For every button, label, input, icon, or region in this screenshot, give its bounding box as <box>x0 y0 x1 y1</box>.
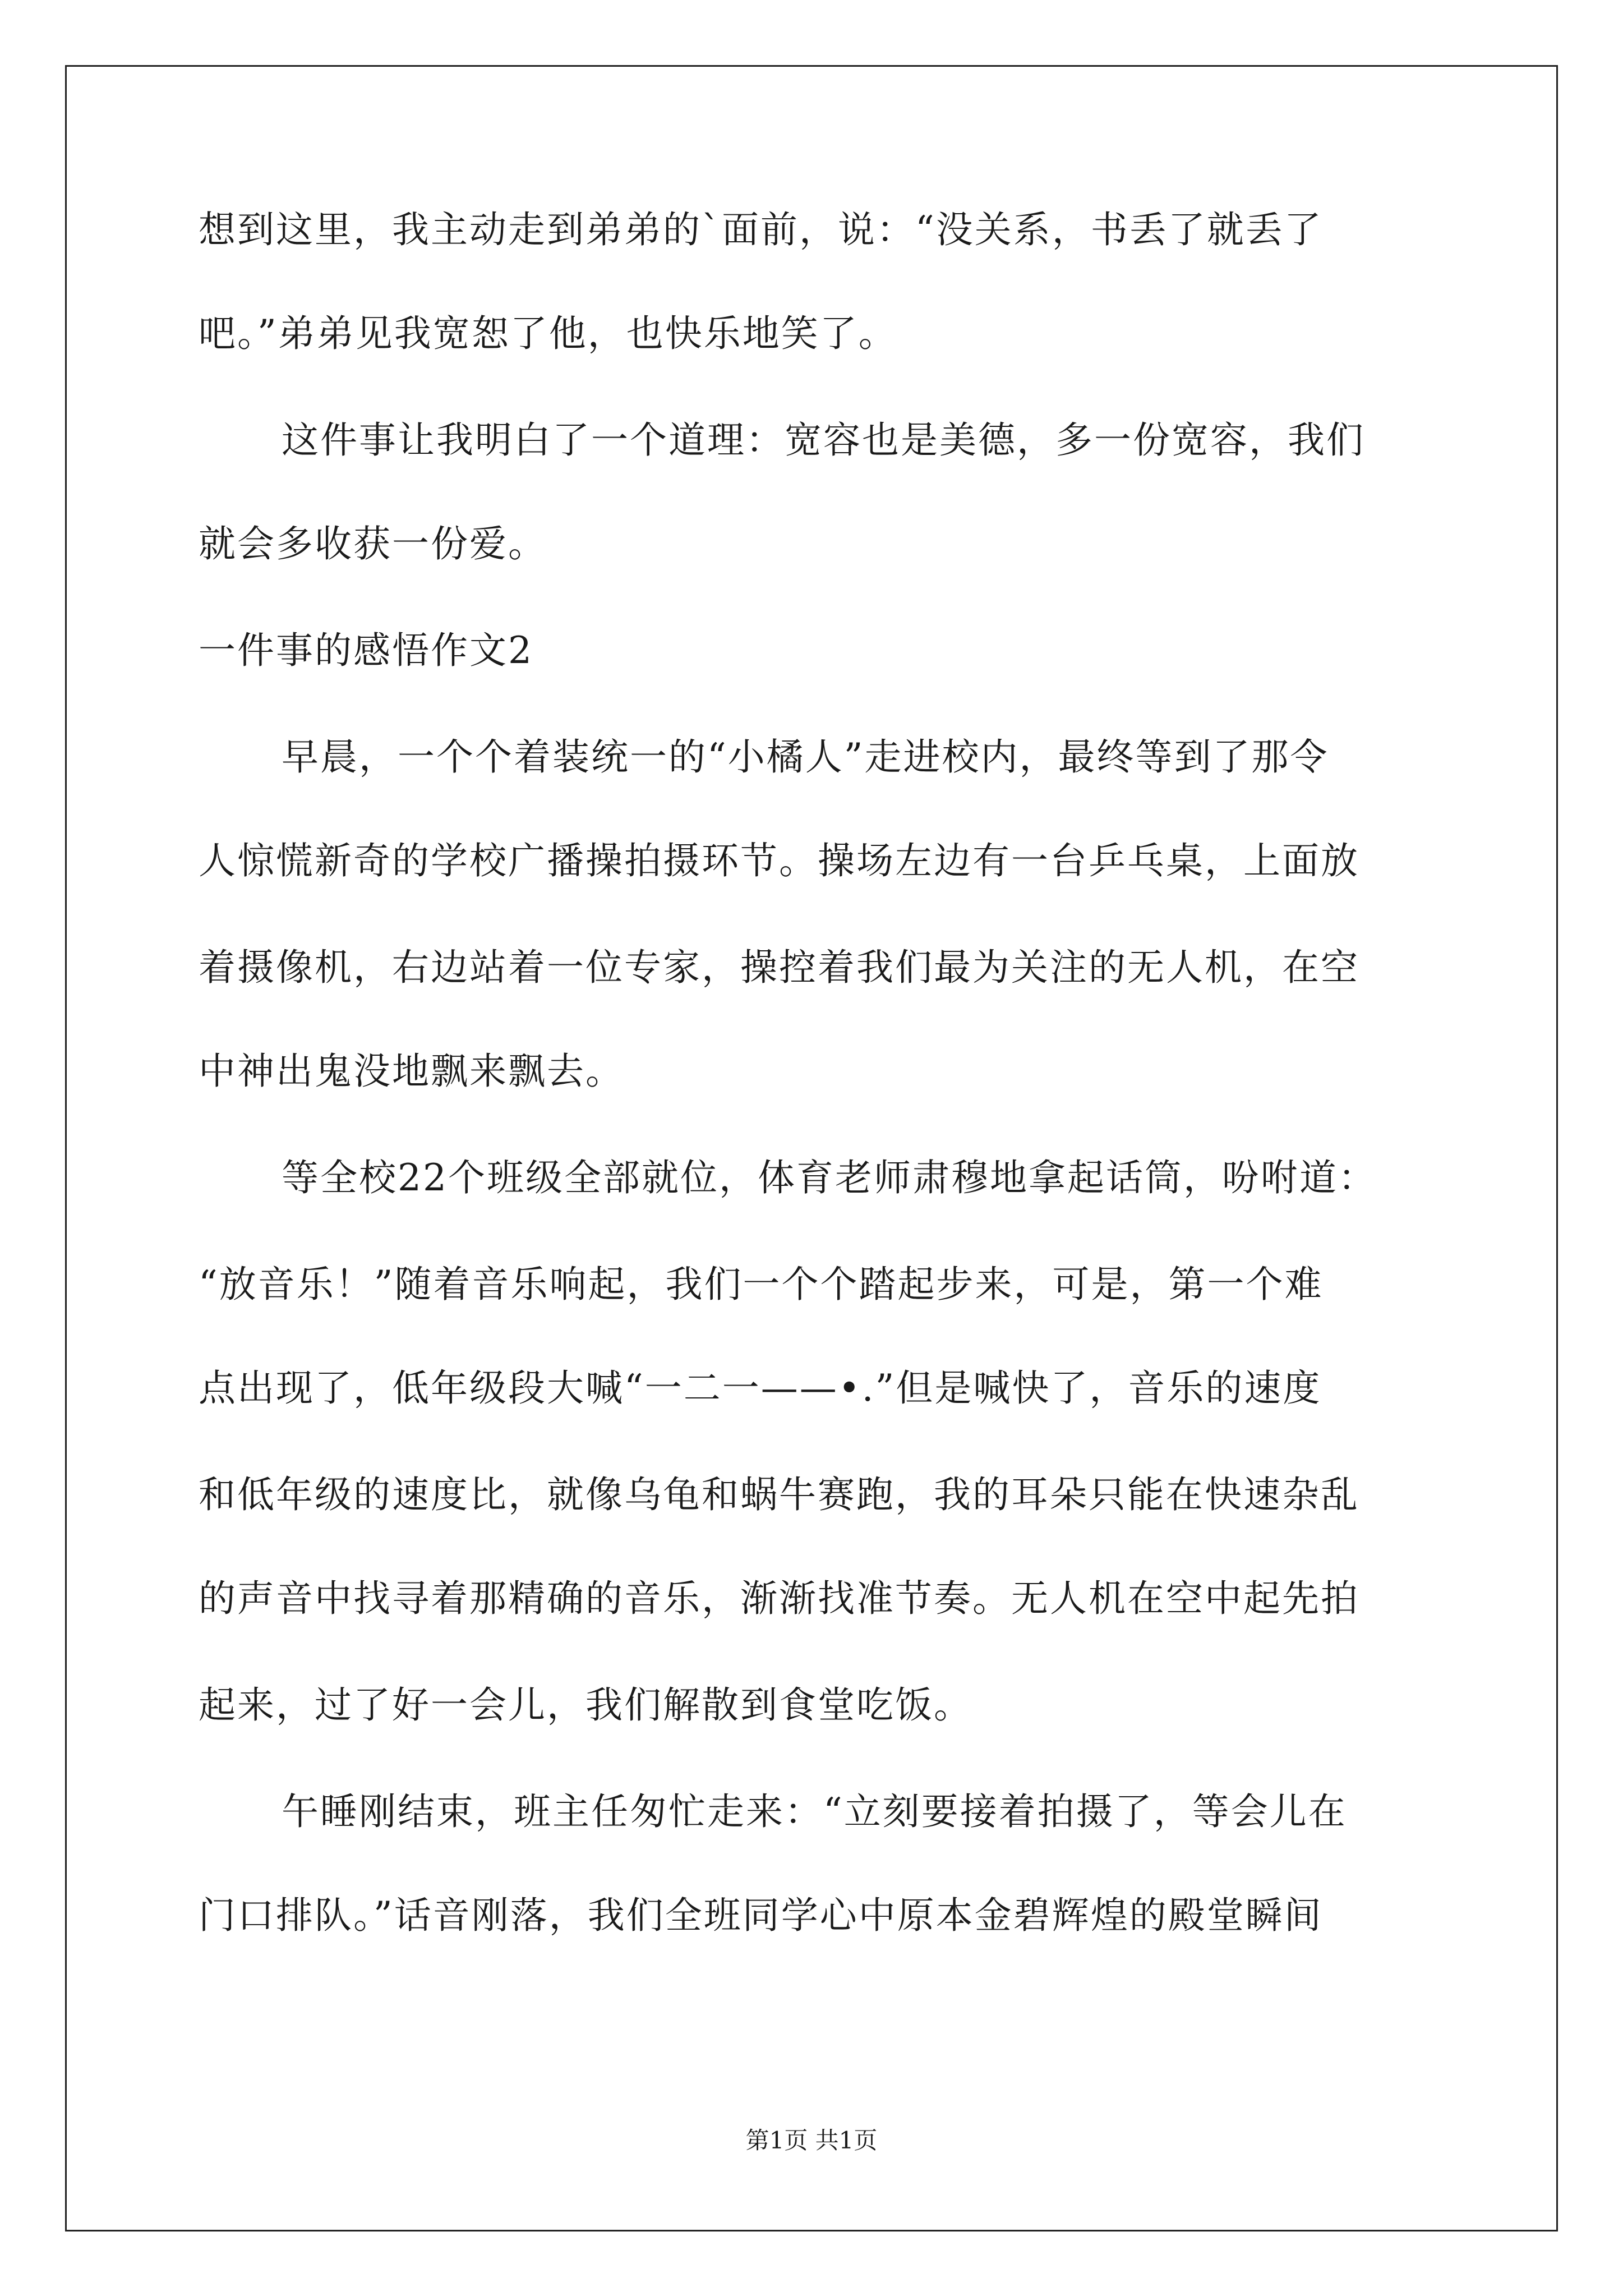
section-heading: 一件事的感悟作文2 <box>199 629 533 672</box>
text-line: 吧。”弟弟见我宽恕了他，也快乐地笑了。 <box>199 312 897 355</box>
text-line: 起来，过了好一会儿，我们解散到食堂吃饭。 <box>199 1683 972 1727</box>
text-line: 这件事让我明白了一个道理：宽容也是美德，多一份宽容，我们 <box>282 418 1365 462</box>
text-line: 着摄像机，右边站着一位专家，操控着我们最为关注的无人机，在空 <box>199 946 1359 989</box>
text-line: 和低年级的速度比，就像乌龟和蜗牛赛跑，我的耳朵只能在快速杂乱 <box>199 1473 1359 1516</box>
text-line: 就会多收获一份爱。 <box>199 522 547 565</box>
text-line: 门口排队。”话音刚落，我们全班同学心中原本金碧辉煌的殿堂瞬间 <box>199 1894 1323 1937</box>
text-line: 的声音中找寻着那精确的音乐，渐渐找准节奏。无人机在空中起先拍 <box>199 1577 1359 1620</box>
text-line: 人惊慌新奇的学校广播操拍摄环节。操场左边有一台乒乓桌，上面放 <box>199 839 1359 882</box>
text-line: 想到这里，我主动走到弟弟的`面前，说：“没关系，书丢了就丢了 <box>199 208 1323 251</box>
page-footer: 第1页 共1页 <box>745 2127 878 2154</box>
text-line: 早晨，一个个着装统一的“小橘人”走进校内，最终等到了那令 <box>282 735 1329 779</box>
text-line: 中神出鬼没地飘来飘去。 <box>199 1050 624 1093</box>
text-line: 午睡刚结束，班主任匆忙走来：“立刻要接着拍摄了，等会儿在 <box>282 1790 1347 1833</box>
text-line: “放音乐！”随着音乐响起，我们一个个踏起步来，可是，第一个难 <box>199 1263 1324 1306</box>
text-line: 等全校22个班级全部就位，体育老师肃穆地拿起话筒，吩咐道： <box>282 1156 1377 1199</box>
text-line: 点出现了，低年级段大喊“一二一——•.”但是喊快了，音乐的速度 <box>199 1366 1322 1410</box>
